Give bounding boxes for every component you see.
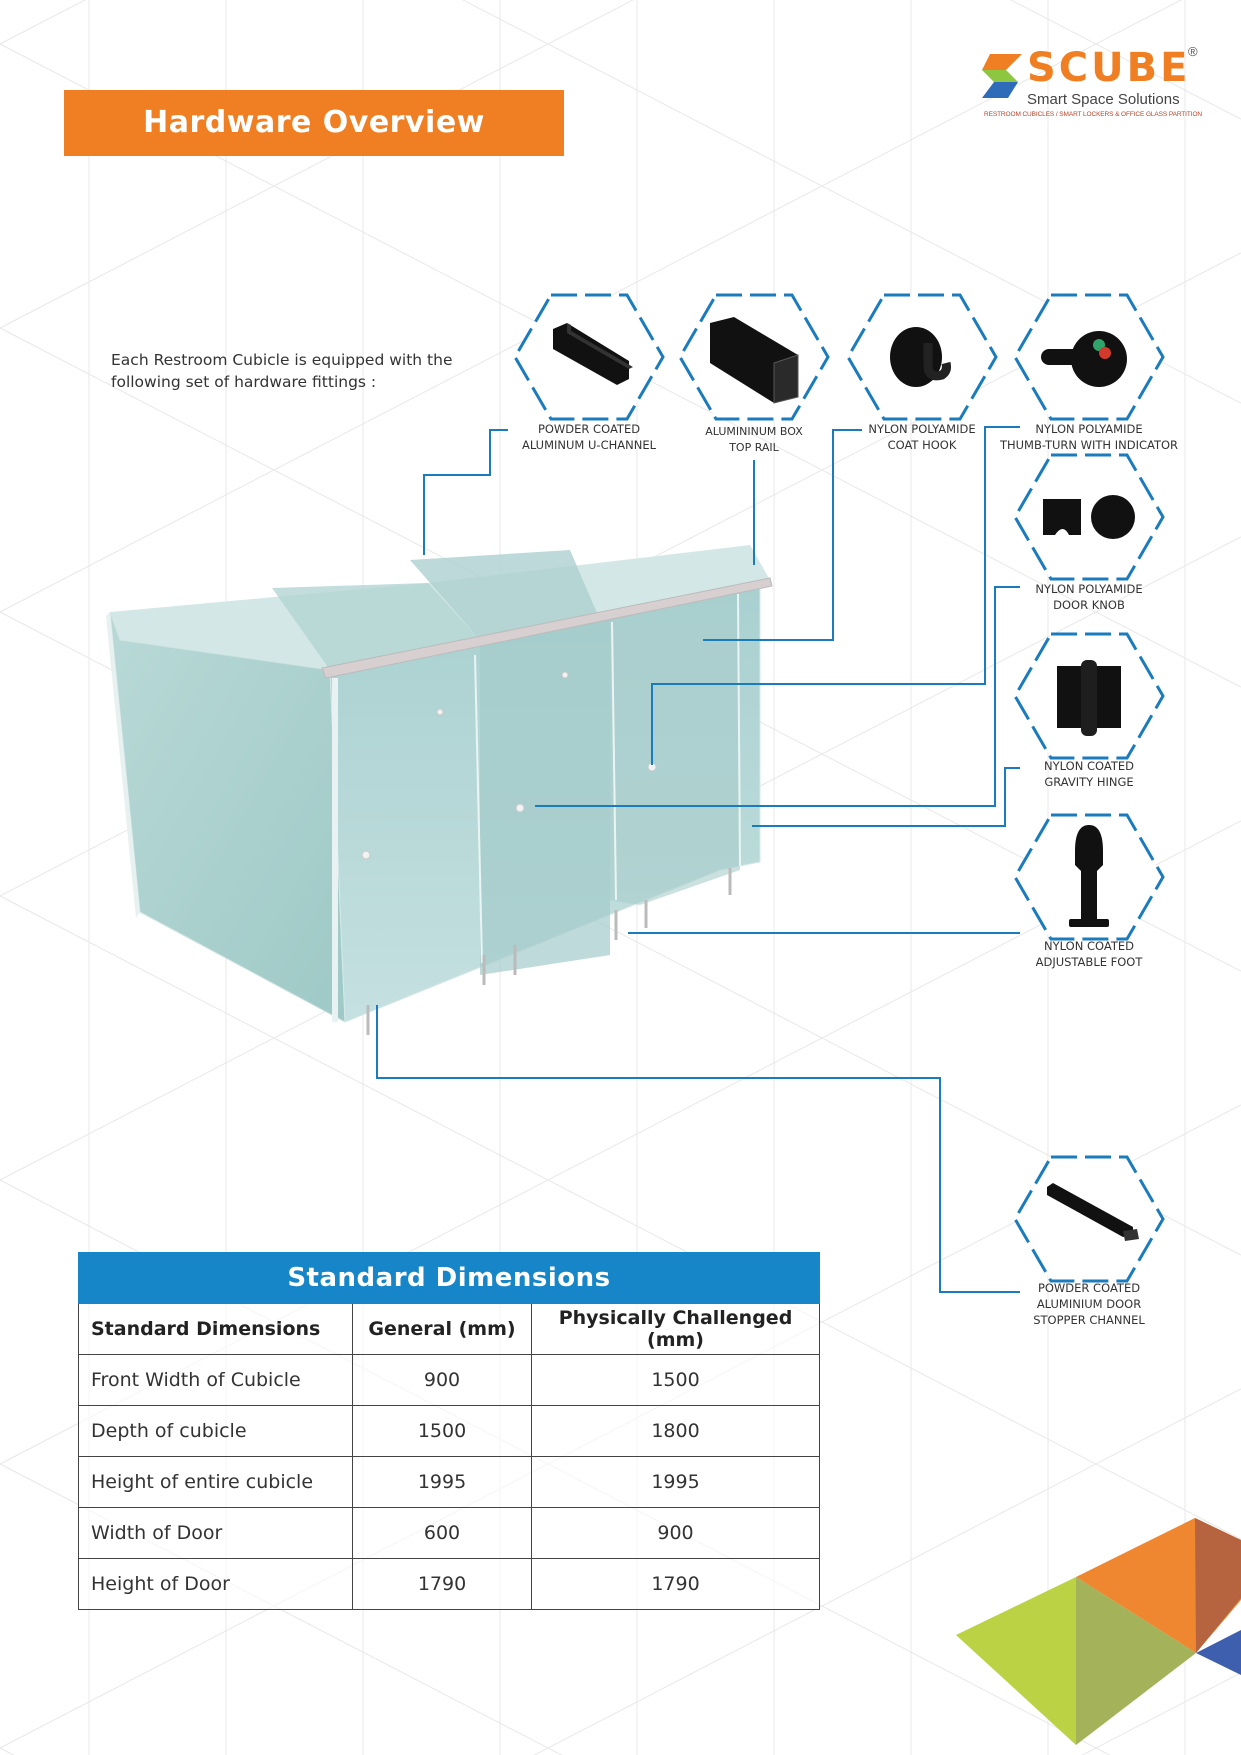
table-row: [79, 1355, 820, 1406]
physically-challenged-value: 1995: [532, 1457, 820, 1508]
fitting-label-thumb-turn: [990, 421, 1188, 453]
physically-challenged-value: 1500: [532, 1355, 820, 1406]
intro-line-2: following set of hardware fittings :: [111, 373, 377, 391]
general-value: 600: [353, 1508, 532, 1559]
fitting-label-line: NYLON COATED: [1044, 759, 1134, 773]
dimension-name: Front Width of Cubicle: [79, 1355, 353, 1406]
fitting-u-channel: [513, 293, 665, 426]
table-row: [79, 1406, 820, 1457]
fitting-top-rail: [678, 293, 830, 426]
fitting-label-line: NYLON POLYAMIDE: [1035, 582, 1143, 596]
thumb-turn-icon: [1013, 293, 1165, 421]
column-header: General (mm): [353, 1304, 532, 1355]
dimension-name: Height of entire cubicle: [79, 1457, 353, 1508]
gravity-hinge-icon: [1013, 632, 1165, 760]
fitting-label-line: THUMB-TURN WITH INDICATOR: [999, 438, 1179, 452]
fitting-adjustable-foot: [1013, 813, 1165, 946]
fitting-label-line: POWDER COATED: [537, 422, 641, 436]
logo-tagline: Smart Space Solutions: [1027, 91, 1180, 108]
fitting-door-knob: [1013, 453, 1165, 586]
fitting-label-gravity-hinge: [1012, 758, 1166, 790]
coat-hook-icon: [846, 293, 998, 421]
dimension-name: Height of Door: [79, 1559, 353, 1610]
fitting-label-line: ALUMINUM U-CHANNEL: [521, 438, 657, 452]
top-rail-icon: [678, 293, 830, 421]
column-header: Standard Dimensions: [79, 1304, 353, 1355]
fitting-label-u-channel: [512, 421, 666, 453]
physically-challenged-value: 1790: [532, 1559, 820, 1610]
general-value: 900: [353, 1355, 532, 1406]
physically-challenged-value: 1800: [532, 1406, 820, 1457]
table-row: [79, 1508, 820, 1559]
fitting-label-line: DOOR KNOB: [1053, 598, 1125, 612]
table-header-row: [79, 1304, 820, 1355]
table-row: [79, 1559, 820, 1610]
dimension-name: Depth of cubicle: [79, 1406, 353, 1457]
table-caption: Standard Dimensions: [79, 1253, 820, 1304]
door-knob-icon: [1013, 453, 1165, 581]
fitting-label-line: POWDER COATED: [1037, 1281, 1141, 1295]
fitting-label-coat-hook: [845, 421, 999, 453]
fitting-label-adjustable-foot: [1012, 938, 1166, 970]
fitting-label-line: COAT HOOK: [887, 438, 957, 452]
fitting-label-line: NYLON POLYAMIDE: [1035, 422, 1143, 436]
standard-dimensions-table: [78, 1252, 820, 1610]
logo-word: SCUBE: [1027, 45, 1191, 91]
column-header: Physically Challenged (mm): [532, 1304, 820, 1355]
fitting-gravity-hinge: [1013, 632, 1165, 765]
logo-subline: RESTROOM CUBICLES / SMART LOCKERS & OFFICE GLASS PARTITION: [984, 111, 1203, 118]
fitting-label-line: STOPPER CHANNEL: [1033, 1313, 1145, 1327]
table-row: [79, 1457, 820, 1508]
fitting-stopper-channel: [1013, 1155, 1165, 1288]
fitting-label-line: TOP RAIL: [729, 441, 779, 454]
page-title: Hardware Overview: [64, 90, 564, 156]
fitting-label-line: NYLON COATED: [1044, 939, 1134, 953]
fitting-label-line: GRAVITY HINGE: [1044, 775, 1134, 789]
fitting-label-door-knob: [1012, 581, 1166, 613]
general-value: 1500: [353, 1406, 532, 1457]
fitting-label-line: ALUMINIUM DOOR: [1036, 1297, 1142, 1311]
fitting-label-stopper-channel: [1012, 1280, 1166, 1328]
general-value: 1790: [353, 1559, 532, 1610]
dimension-name: Width of Door: [79, 1508, 353, 1559]
registered-mark: ®: [1188, 44, 1198, 59]
general-value: 1995: [353, 1457, 532, 1508]
intro-line-1: Each Restroom Cubicle is equipped with the: [111, 351, 453, 369]
physically-challenged-value: 900: [532, 1508, 820, 1559]
adjustable-foot-icon: [1013, 813, 1165, 941]
fitting-label-line: ADJUSTABLE FOOT: [1035, 955, 1143, 969]
fitting-thumb-turn: [1013, 293, 1165, 426]
fitting-label-line: NYLON POLYAMIDE: [868, 422, 976, 436]
fitting-label-line: ALUMININUM BOX: [705, 425, 803, 438]
stopper-channel-icon: [1013, 1155, 1165, 1283]
cubicle-illustration: [106, 545, 772, 1035]
u-channel-icon: [513, 293, 665, 421]
fitting-coat-hook: [846, 293, 998, 426]
fitting-label-top-rail: [677, 424, 831, 456]
